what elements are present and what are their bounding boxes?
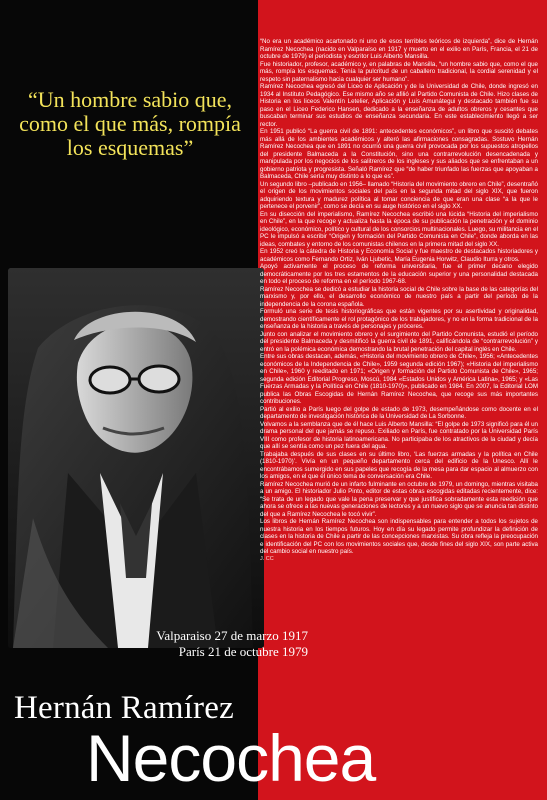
biography-paragraph: Ramírez Necochea egresó del Liceo de Aplicación y de la Universidad de Chile, donde ingresó en 1934 al Instituto Pedagógico. Ese mismo año se afilió al Partido Comunista de Chile. Hizo clases de Historia en los liceos Valentín Letelier, Aplicación y Luis Amunátegui y destacado también fue su paso en el Liceo Federico Hansen, dedicado a la enseñanza de adultos obreros y cesantes que buscaban terminar sus estudios de enseñanza secundaria. En este establecimiento llegó a ser rector. <box>260 83 538 128</box>
biography-paragraph: Un segundo libro –publicado en 1956– llamado “Historia del movimiento obrero en Chile”, desentrañó el origen de los movimientos sociales del país en la segunda mitad del siglo XIX, que fueron adquiriendo textura y madurez política al tomar conciencia de que eran una clase “a la que le pertenece el porvenir”, como se decía en su auge histórico en el siglo XX. <box>260 180 538 210</box>
biography-paragraph: “No era un académico acartonado ni uno de esos terribles teóricos de izquierda”, dice de Hernán Ramírez Necochea (nacido en Valparaíso en 1917 y muerto en el exilio en París, Francia, el 21 de octubre de 1979) el periodista y escritor Luis Alberto Mansilla. <box>260 38 538 60</box>
biography-paragraph: Los libros de Hernán Ramírez Necochea son indispensables para entender a todos los sujetos de nuestra historia en los tiempos futuros. Hoy en día su legado permite profundizar la definición de clases en la historia de Chile a partir de las concepciones marxistas. Su obra refleja la preocupación e identificación del PC con los movimientos sociales que, desde fines del siglo XIX, son parte activa del cambio social en nuestro país. <box>260 518 538 555</box>
biography-paragraph: En su disección del imperialismo, Ramírez Necochea escribió una lúcida “Historia del imperialismo en Chile”, en la que recoge y actualiza hasta la época de su publicación la penetración y el dominio ideológico, económico, político y cultural de los consorcios multinacionales. Luego, su militancia en el PC le impulsó a escribir “Origen y formación del Partido Comunista en Chile”, donde aborda en las ideas, combates y entorno de los comunistas chilenos en la primera mitad del siglo XX. <box>260 210 538 248</box>
biography-paragraph: Junto con analizar el movimiento obrero y el surgimiento del Partido Comunista, estudió el período del presidente Balmaceda y desmitificó la guerra civil de 1891, calificándola de “contrarrevolución” y entró en la polémica económica demostrando la brutal penetración del capital inglés en Chile. <box>260 330 538 353</box>
biography-paragraph: Ramírez Necochea se dedicó a estudiar la historia social de Chile sobre la base de las categorías del marxismo y, por ello, el desarrollo económico de nuestro país a partir del período de la independencia de la corona española. <box>260 285 538 308</box>
pull-quote: “Un hombre sabio que, como el que más, rompía los esquemas” <box>19 87 241 160</box>
biography-text <box>260 38 538 656</box>
biography-paragraph: Apoyó activamente el proceso de reforma universitaria, fue el primer decano elegido democráticamente por los tres estamentos de la educación superior y una personalidad destacada en todo el proceso de reforma en el período 1967-68. <box>260 263 538 285</box>
birth-date: Valparaiso 27 de marzo 1917 <box>156 628 308 643</box>
biography-paragraph: En 1951 publicó “La guerra civil de 1891: antecedentes económicos”, un libro que suscitó debates más allá de los ambientes académicos y alteró las afirmaciones consagradas. Sostuvo Hernán Ramírez Necochea que en 1891 no ocurrió una guerra civil provocada por los supuestos atropellos del presidente Balmaceda a la Constitución, sino una contrarrevolución desencadenada y manipulada por los negocios de los salitreros de los ingleses y sus aliados que se enfrentaban a un gobierno patriota y progresista. Señaló Ramírez que “de haber triunfado las fuerzas que apoyaban a Balmaceda, Chile sería muy distinto a lo que es”. <box>260 128 538 180</box>
death-date: París 21 de octubre 1979 <box>178 644 308 659</box>
biography-paragraph: Partió al exilio a París luego del golpe de estado de 1973, desempeñándose como docente en el departamento de investigación histórica de la Universidad de La Sorbonne. <box>260 405 538 420</box>
biography-paragraph: Formuló una serie de tesis historiográficas que están vigentes por su asertividad y originalidad, demostrando científicamente el rol protagónico de los trabajadores, y no en la forma tradicional de la enseñanza de la historia a través de personajes y próceres. <box>260 308 538 330</box>
biography-paragraph: Volvamos a la semblanza que de él hace Luis Alberto Mansilla: “El golpe de 1973 significó para él un drama personal del que jamás se repuso. Exiliado en París, fue contratado por la Universidad París VIII como profesor de historia latinoamericana. No participaba de los atractivos de la ciudad y decía que allí se sentía como un pez fuera del agua. <box>260 420 538 450</box>
signature: J. CC <box>260 555 274 562</box>
biography-paragraph: Entre sus obras destacan, además, «Historia del movimiento obrero de Chile», 1956; «Antecedentes económicos de la Independencia de Chile», 1959 segunda edición 1967); «Historia del imperialismo en Chile», 1960 y reeditado en 1971; «Origen y formación del Partido Comunista de Chile», 1965; segunda edición Editorial Progreso, Moscú, 1984 «Estados Unidos y América Latina», 1965; y «Las Fuerzas Armadas y la Política en Chile (1810-1970)», publicado en 1984. En 2007, la Editorial LOM publica las Obras Escogidas de Hernán Ramírez Necochea, que recoge sus más importantes contribuciones. <box>260 353 538 405</box>
name-last-line: Necochea <box>86 721 376 795</box>
name-first-line: Hernán Ramírez <box>14 690 234 726</box>
biography-paragraph: Ramírez Necochea murió de un infarto fulminante en octubre de 1979, un domingo, mientras visitaba a un amigo. El historiador Julio Pinto, editor de estas obras escogidas editadas recientemente, dice: “Se trata de un legado que vale la pena preservar y que justifica sobradamente esta reedición que ahora se ofrece a las nuevas generaciones de lectores y a un nuevo siglo que se anuncia tan distinto del que a Ramírez Necochea le tocó vivir”. <box>260 480 538 518</box>
biography-paragraph: Fue historiador, profesor, académico y, en palabras de Mansilla, “un hombre sabio que, como el que más, rompía los esquemas. Tenía la pulcritud de un caballero tradicional, la cordial serenidad y el respeto sin paternalismo hacia cualquier ser humano”. <box>260 60 538 83</box>
biography-paragraph: Trabajaba después de sus clases en su último libro, ‘Las fuerzas armadas y la política en Chile (1810-1970)’. Vivía en un pequeño departamento cerca del edificio de la Unesco. Allí le encontrábamos sumergido en sus papeles que recogía de la mesa para dar espacio al almuerzo con los amigos, en el que él único tema de conversación era Chile. <box>260 450 538 480</box>
biography-paragraph: En 1952 creó la cátedra de Historia y Economía Social y fue maestro de destacados historiadores y académicos como Fernando Ortiz, Iván Ljubetic, María Eugenia Horwitz, Claudio Iturra y otros. <box>260 248 538 263</box>
portrait-photo <box>8 268 264 648</box>
